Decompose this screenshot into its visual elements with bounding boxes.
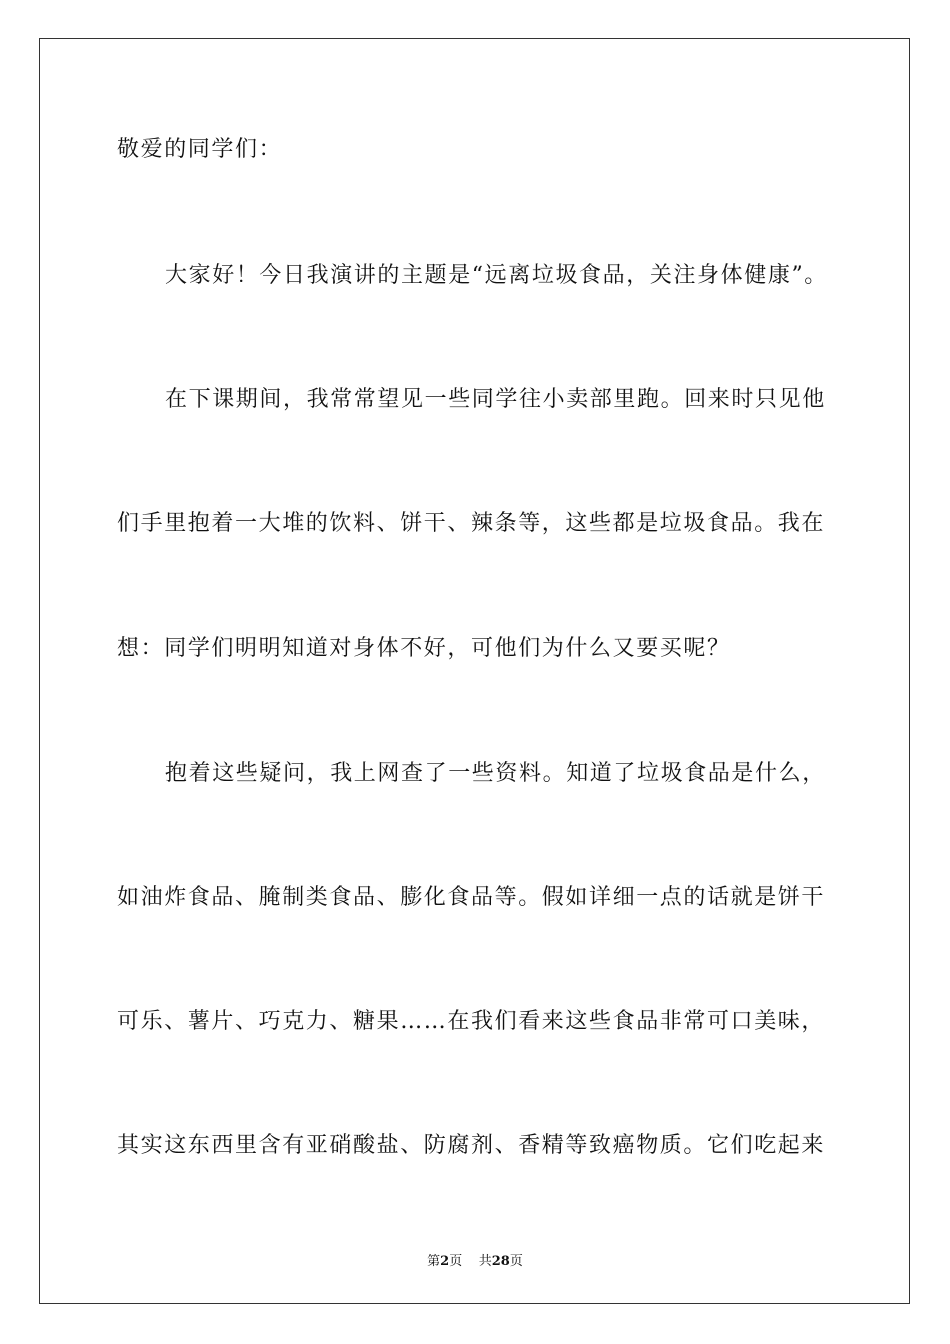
paragraph-line: 在下课期间，我常常望见一些同学往小卖部里跑。回来时只见他	[165, 387, 826, 412]
footer-total-pages: 28	[491, 1254, 510, 1269]
page-border	[39, 38, 910, 1304]
paragraph-line: 们手里抱着一大堆的饮料、饼干、辣条等，这些都是垃圾食品。我在	[117, 511, 826, 536]
salutation-line: 敬爱的同学们：	[117, 137, 283, 162]
footer-page-prefix: 第	[427, 1254, 441, 1269]
paragraph-line: 如油炸食品、腌制类食品、膨化食品等。假如详细一点的话就是饼干	[117, 885, 826, 910]
paragraph-line: 大家好！今日我演讲的主题是“远离垃圾食品，关注身体健康”。	[165, 263, 828, 288]
paragraph-line: 其实这东西里含有亚硝酸盐、防腐剂、香精等致癌物质。它们吃起来	[117, 1133, 826, 1158]
footer-page-number: 2	[440, 1254, 450, 1269]
footer-total-suffix: 页	[509, 1254, 523, 1269]
paragraph-line: 抱着这些疑问，我上网查了一些资料。知道了垃圾食品是什么，	[165, 761, 826, 786]
footer-total-prefix: 共	[478, 1254, 492, 1269]
footer-page-suffix: 页	[449, 1254, 463, 1269]
paragraph-line: 可乐、薯片、巧克力、糖果……在我们看来这些食品非常可口美味，	[117, 1009, 826, 1034]
paragraph-line: 想：同学们明明知道对身体不好，可他们为什么又要买呢？	[117, 636, 731, 661]
page-footer	[0, 1250, 950, 1269]
